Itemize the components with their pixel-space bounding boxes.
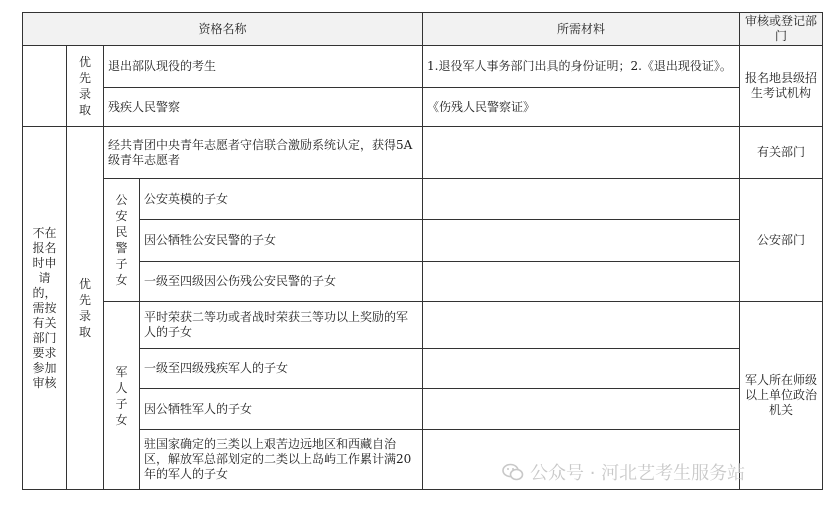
qualification-name: 经共青团中央青年志愿者守信联合激励系统认定，获得5A级青年志愿者 (104, 127, 423, 179)
table-row (23, 179, 823, 220)
police-children-label: 公安民警子女 (104, 179, 140, 302)
watermark-text: 公众号 · 河北艺考生服务站 (530, 463, 746, 484)
materials-cell: 1.退役军人事务部门出具的身份证明；2.《退出现役证》。 (423, 46, 740, 88)
dept-cell: 有关部门 (740, 127, 823, 179)
table-row (23, 262, 823, 302)
qualification-name: 平时荣获二等功或者战时荣获三等功以上奖励的军人的子女 (140, 302, 423, 349)
qualification-name: 因公牺牲军人的子女 (140, 389, 423, 430)
header-qualification: 资格名称 (23, 13, 423, 46)
qualification-name: 残疾人民警察 (104, 88, 423, 127)
table-row (23, 349, 823, 389)
table-row (23, 302, 823, 349)
table-row (23, 220, 823, 262)
materials-cell: 《伤残人民警察证》 (423, 88, 740, 127)
header-materials: 所需材料 (423, 13, 740, 46)
military-children-label: 军人子女 (104, 302, 140, 490)
qualification-name: 一级至四级因公伤残公安民警的子女 (140, 262, 423, 302)
qualification-name: 一级至四级残疾军人的子女 (140, 349, 423, 389)
qualification-name: 公安英模的子女 (140, 179, 423, 220)
group1-category: 优先录取 (67, 46, 104, 127)
table-row (23, 46, 823, 88)
dept-cell: 军人所在师级以上单位政治机关 (740, 302, 823, 490)
materials-cell (423, 262, 740, 302)
table-header-row (23, 13, 823, 46)
qualification-table (22, 12, 823, 490)
materials-cell (423, 220, 740, 262)
qualification-name: 退出部队现役的考生 (104, 46, 423, 88)
table-row (23, 88, 823, 127)
materials-cell (423, 349, 740, 389)
materials-cell (423, 302, 740, 349)
materials-cell (423, 127, 740, 179)
table-row (23, 127, 823, 179)
qualification-name: 驻国家确定的三类以上艰苦边远地区和西藏自治区，解放军总部划定的二类以上岛屿工作累计满20年的军人的子女 (140, 430, 423, 490)
wechat-icon (502, 463, 524, 481)
header-dept: 审核或登记部门 (740, 13, 823, 46)
materials-cell (423, 179, 740, 220)
materials-cell (423, 389, 740, 430)
group2-category: 优先录取 (67, 127, 104, 490)
dept-cell: 报名地县级招生考试机构 (740, 46, 823, 127)
table-row (23, 389, 823, 430)
empty-cell (23, 46, 67, 127)
watermark (502, 459, 745, 485)
group2-note: 不在报名时申请的，需按有关部门要求参加审核 (23, 127, 67, 490)
qualification-name: 因公牺牲公安民警的子女 (140, 220, 423, 262)
dept-cell: 公安部门 (740, 179, 823, 302)
